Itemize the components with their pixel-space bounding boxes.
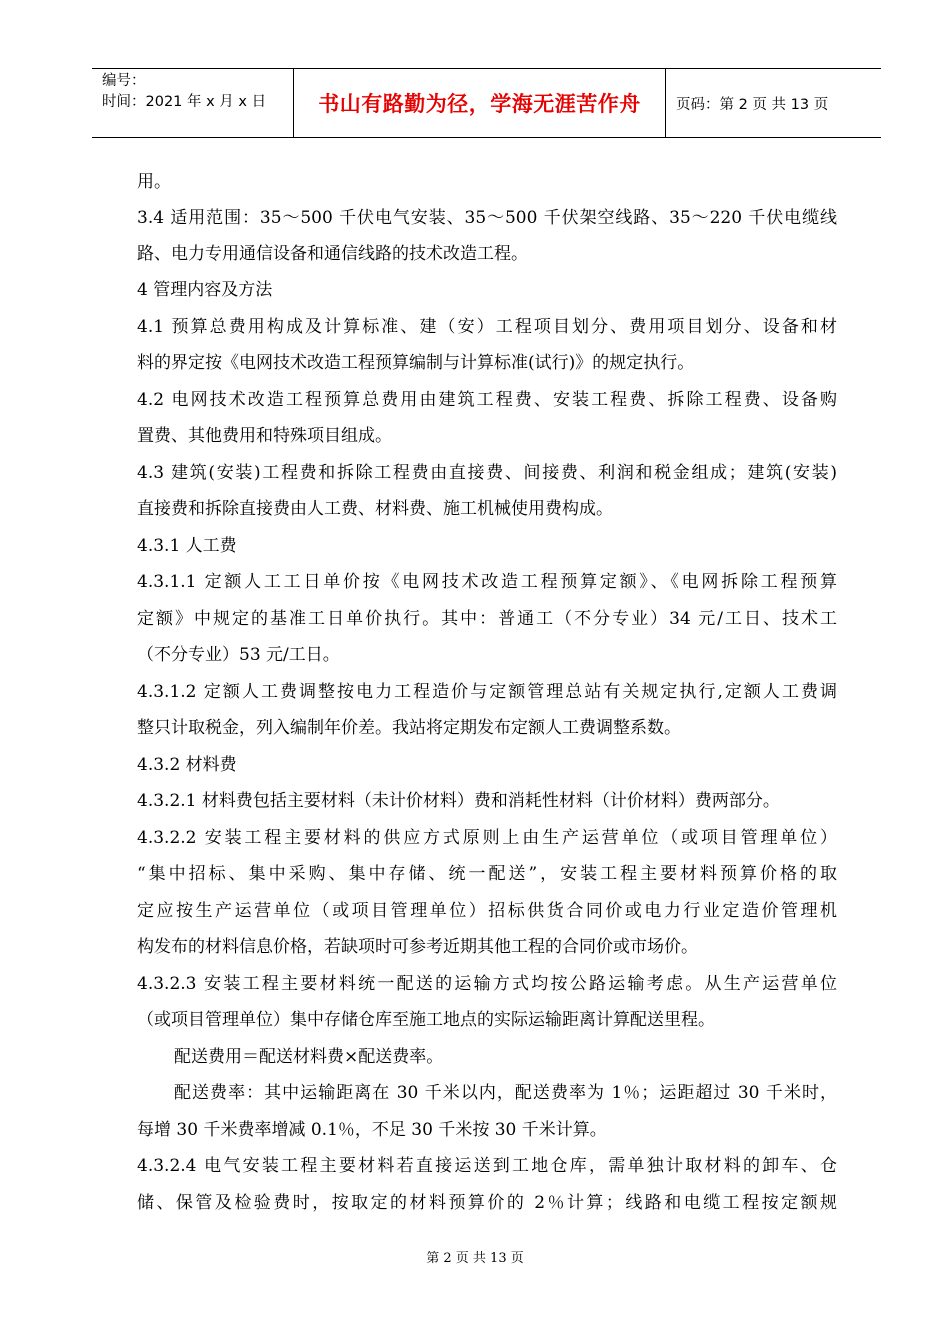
text-line: 4.3.2.2 安装工程主要材料的供应方式原则上由生产运营单位（或项目管理单位） [137,828,837,848]
text-line: “集中招标、集中采购、集中存储、统一配送”，安装工程主要材料预算价格的取 [137,864,837,884]
text-line: 配送费率：其中运输距离在 30 千米以内，配送费率为 1％；运距超过 30 千米时， [174,1083,837,1103]
text-line: 定额》中规定的基准工日单价执行。其中：普通工（不分专业）34 元/工日、技术工 [137,609,837,629]
text-line: 置费、其他费用和特殊项目组成。 [137,426,392,446]
text-line: 4.3.2.3 安装工程主要材料统一配送的运输方式均按公路运输考虑。从生产运营单位 [137,974,837,994]
page-footer: 第 2 页 共 13 页 [426,1251,524,1266]
text-line: 4.3.1.1 定额人工工日单价按《电网技术改造工程预算定额》、《电网拆除工程预算 [137,572,837,592]
page-header [92,68,881,138]
text-line: 4.1 预算总费用构成及计算标准、建（安）工程项目划分、费用项目划分、设备和材 [137,317,837,337]
document-number-label: 编号： [102,73,146,89]
header-page-info: 页码：第 2 页 共 13 页 [676,96,829,113]
text-line: 料的界定按《电网技术改造工程预算编制与计算标准(试行)》的规定执行。 [137,353,695,373]
text-line: 4.3.1.2 定额人工费调整按电力工程造价与定额管理总站有关规定执行,定额人工费调 [137,682,837,702]
document-time: 时间：2021 年 x 月 x 日 [102,94,267,110]
header-meta [92,69,293,137]
formula-line: 配送费用＝配送材料费×配送费率。 [174,1047,444,1067]
text-line: 直接费和拆除直接费由人工费、材料费、施工机械使用费构成。 [137,499,613,519]
text-line: 构发布的材料信息价格，若缺项时可参考近期其他工程的合同价或市场价。 [137,937,698,957]
text-line: 4.3.2.1 材料费包括主要材料（未计价材料）费和消耗性材料（计价材料）费两部分。 [137,791,780,811]
section-heading: 4 管理内容及方法 [137,280,273,300]
text-line: （不分专业）53 元/工日。 [137,645,340,665]
text-line: 整只计取税金，列入编制年价差。我站将定期发布定额人工费调整系数。 [137,718,681,738]
text-line: 4.3.2.4 电气安装工程主要材料若直接运送到工地仓库，需单独计取材料的卸车、仓 [137,1156,837,1176]
text-line: 4.2 电网技术改造工程预算总费用由建筑工程费、安装工程费、拆除工程费、设备购 [137,390,837,410]
text-line: 每增 30 千米费率增减 0.1％，不足 30 千米按 30 千米计算。 [137,1120,607,1140]
text-line: 3.4 适用范围：35～500 千伏电气安装、35～500 千伏架空线路、35～220 千伏电缆线 [137,208,837,228]
text-line: 储、保管及检验费时，按取定的材料预算价的 2％计算；线路和电缆工程按定额规 [137,1193,837,1213]
text-line: （或项目管理单位）集中存储仓库至施工地点的实际运输距离计算配送里程。 [137,1010,715,1030]
section-heading: 4.3.1 人工费 [137,536,237,556]
text-line: 定应按生产运营单位（或项目管理单位）招标供货合同价或电力行业定造价管理机 [137,901,837,921]
section-heading: 4.3.2 材料费 [137,755,237,775]
text-line: 4.3 建筑(安装)工程费和拆除工程费由直接费、间接费、利润和税金组成；建筑(安装) [137,463,837,483]
text-line: 路、电力专用通信设备和通信线路的技术改造工程。 [137,244,528,264]
header-motto: 书山有路勤为径，学海无涯苦作舟 [293,69,666,137]
text-line: 用。 [137,172,171,192]
